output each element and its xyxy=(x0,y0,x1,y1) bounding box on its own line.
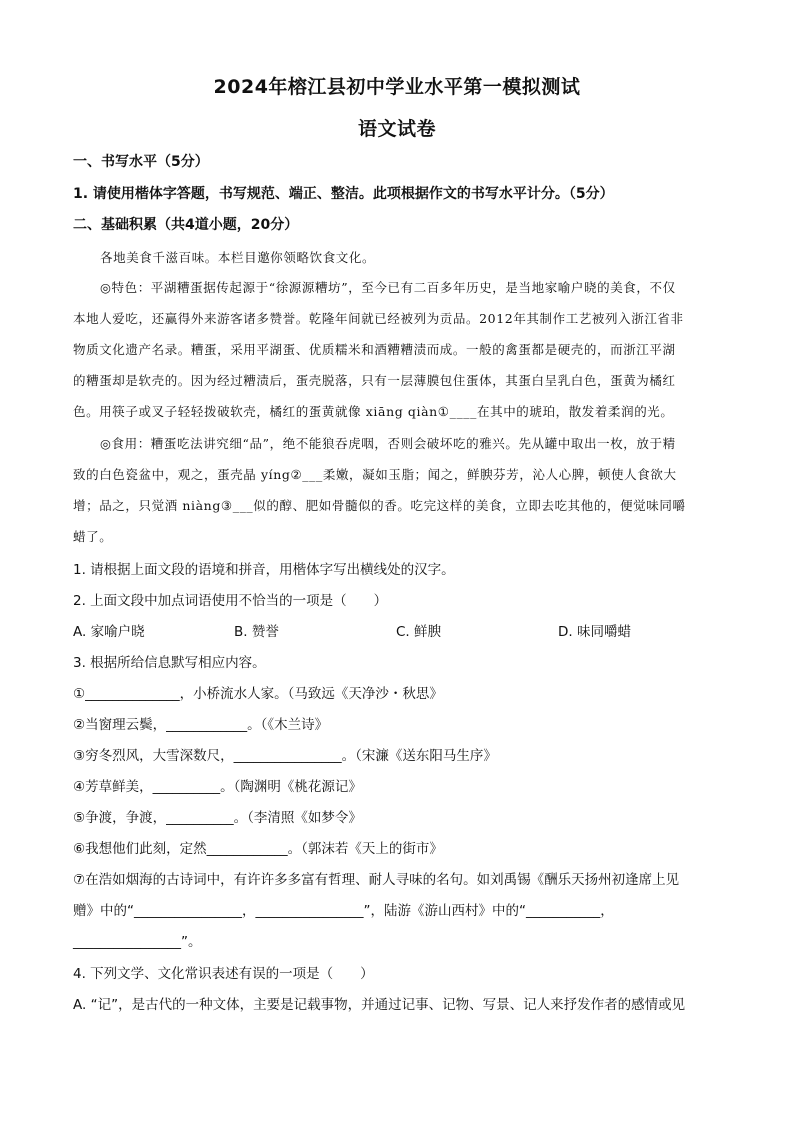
passage-line: ◎食用：糟蛋吃法讲究细“品”，绝不能狼吞虎咽，否则会破坏吃的雅兴。先从罐中取出一枚，放于精 xyxy=(100,436,676,451)
passage-line: 各地美食千滋百味。本栏目邀你领略饮食文化。 xyxy=(100,250,376,265)
section-2-heading: 二、基础积累（共4道小题，20分） xyxy=(73,217,299,233)
passage-line: 本地人爱吃，还赢得外来游客诸多赞誉。乾隆年间就已经被列为贡品。2012年其制作工艺被列入浙江省非 xyxy=(73,311,684,326)
question-4-option-a: A. “记”，是古代的一种文体，主要是记载事物，并通过记事、记物、写景、记人来抒发作者的感情或见 xyxy=(73,997,686,1013)
recitation-item: 赠》中的“________________，________________”，陆游《游山西村》中的“___________， xyxy=(73,903,614,919)
page-title: 2024年榕江县初中学业水平第一模拟测试 xyxy=(213,76,581,98)
passage-line: 致的白色瓷盆中，观之，蛋壳晶 yíng②___柔嫩，凝如玉脂；闻之，鲜腴芬芳，沁人心脾，顿使人食欲大 xyxy=(73,467,677,482)
recitation-item: ②当窗理云鬓，____________。（《木兰诗》 xyxy=(73,717,329,733)
option-b: B. 赞誉 xyxy=(234,624,279,640)
recitation-item: ⑥我想他们此刻，定然____________。（郭沫若《天上的街市》 xyxy=(73,841,443,857)
option-a: A. 家喻户晓 xyxy=(73,624,145,640)
recitation-item: ⑤争渡，争渡，__________。（李清照《如梦令》 xyxy=(73,810,362,826)
question-3: 3. 根据所给信息默写相应内容。 xyxy=(73,655,266,671)
section-1-heading: 一、书写水平（5分） xyxy=(73,154,209,170)
passage-line: ◎特色：平湖糟蛋据传起源于“徐源源糟坊”，至今已有二百多年历史，是当地家喻户晓的美食，不仅 xyxy=(100,280,676,295)
passage-line: 蜡了。 xyxy=(73,529,113,544)
passage-line: 的糟蛋却是软壳的。因为经过糟渍后，蛋壳脱落，只有一层薄膜包住蛋体，其蛋白呈乳白色，蛋黄为橘红 xyxy=(73,373,676,388)
option-d: D. 味同嚼蜡 xyxy=(558,624,631,640)
recitation-item: ________________”。 xyxy=(73,934,202,950)
question-1: 1. 请根据上面文段的语境和拼音，用楷体字写出横线处的汉字。 xyxy=(73,562,455,578)
passage-line: 物质文化遗产名录。糟蛋，采用平湖蛋、优质糯米和酒糟糟渍而成。一般的禽蛋都是硬壳的，而浙江平湖 xyxy=(73,342,676,357)
question-4: 4. 下列文学、文化常识表述有误的一项是（ ） xyxy=(73,966,374,982)
option-c: C. 鲜腴 xyxy=(396,624,442,640)
page-subtitle: 语文试卷 xyxy=(357,118,436,140)
recitation-item: ⑦在浩如烟海的古诗词中，有许许多多富有哲理、耐人寻味的名句。如刘禹锡《酬乐天扬州初逢席上见 xyxy=(73,872,680,888)
passage-line: 色。用筷子或叉子轻轻拨破软壳，橘红的蛋黄就像 xiāng qiàn①____在其中的琥珀，散发着柔润的光。 xyxy=(73,404,674,419)
recitation-item: ③穷冬烈风，大雪深数尺，________________。（宋濂《送东阳马生序》 xyxy=(73,748,497,764)
section-1-question: 1. 请使用楷体字答题，书写规范、端正、整洁。此项根据作文的书写水平计分。（5分） xyxy=(73,186,614,202)
recitation-item: ④芳草鲜美，__________。（陶渊明《桃花源记》 xyxy=(73,779,362,795)
recitation-item: ①______________，小桥流水人家。（马致远《天净沙・秋思》 xyxy=(73,686,443,702)
passage-line: 增；品之，只觉酒 niàng③___似的醇、肥如骨髓似的香。吃完这样的美食，立即去吃其他的，便觉味同嚼 xyxy=(73,498,686,513)
question-2: 2. 上面文段中加点词语使用不恰当的一项是（ ） xyxy=(73,593,388,609)
